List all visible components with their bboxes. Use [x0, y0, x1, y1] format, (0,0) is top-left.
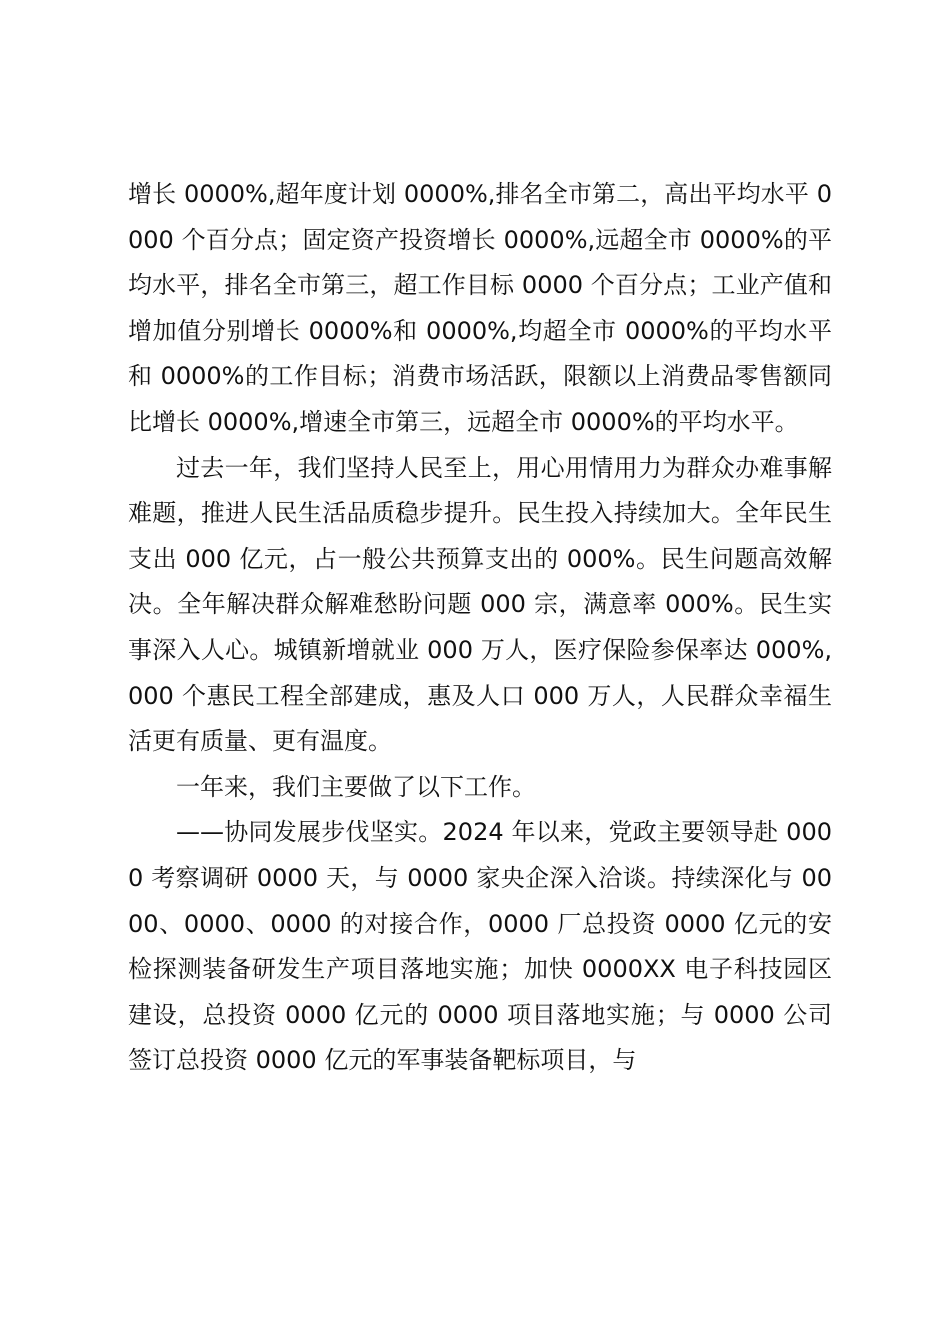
document-body: [128, 172, 832, 1084]
paragraph-work-summary-intro: 一年来，我们主要做了以下工作。: [176, 772, 536, 801]
paragraph-coordinated-development: ——协同发展步伐坚实。2024 年以来，党政主要领导赴 0000 考察调研 0000 天，与 0000 家央企深入洽谈。持续深化与 0000、0000、0000 的对接合作，0000 厂总投资 0000 亿元的安检探测装备研发生产项目落地实施；加快 0000XX 电子科技园区建设，总投资 0000 亿元的 0000 项目落地实施；与 0000 公司签订总投资 0000 亿元的军事装备靶标项目，与: [128, 818, 832, 1075]
paragraph-economic-growth: 增长 0000%,超年度计划 0000%,排名全市第二，高出平均水平 0000 个百分点；固定资产投资增长 0000%,远超全市 0000%的平均水平，排名全市第三，超工作目标 0000 个百分点；工业产值和增加值分别增长 0000%和 0000%,均超全市 0000%的平均水平和 0000%的工作目标；消费市场活跃，限额以上消费品零售额同比增长 0000%,增速全市第三，远超全市 0000%的平均水平。: [128, 180, 832, 436]
paragraph-livelihood: 过去一年，我们坚持人民至上，用心用情用力为群众办难事解难题，推进人民生活品质稳步提升。民生投入持续加大。全年民生支出 000 亿元，占一般公共预算支出的 000%。民生问题高效解决。全年解决群众解难愁盼问题 000 宗，满意率 000%。民生实事深入人心。城镇新增就业 000 万人，医疗保险参保率达 000%,000 个惠民工程全部建成，惠及人口 000 万人，人民群众幸福生活更有质量、更有温度。: [128, 453, 832, 756]
